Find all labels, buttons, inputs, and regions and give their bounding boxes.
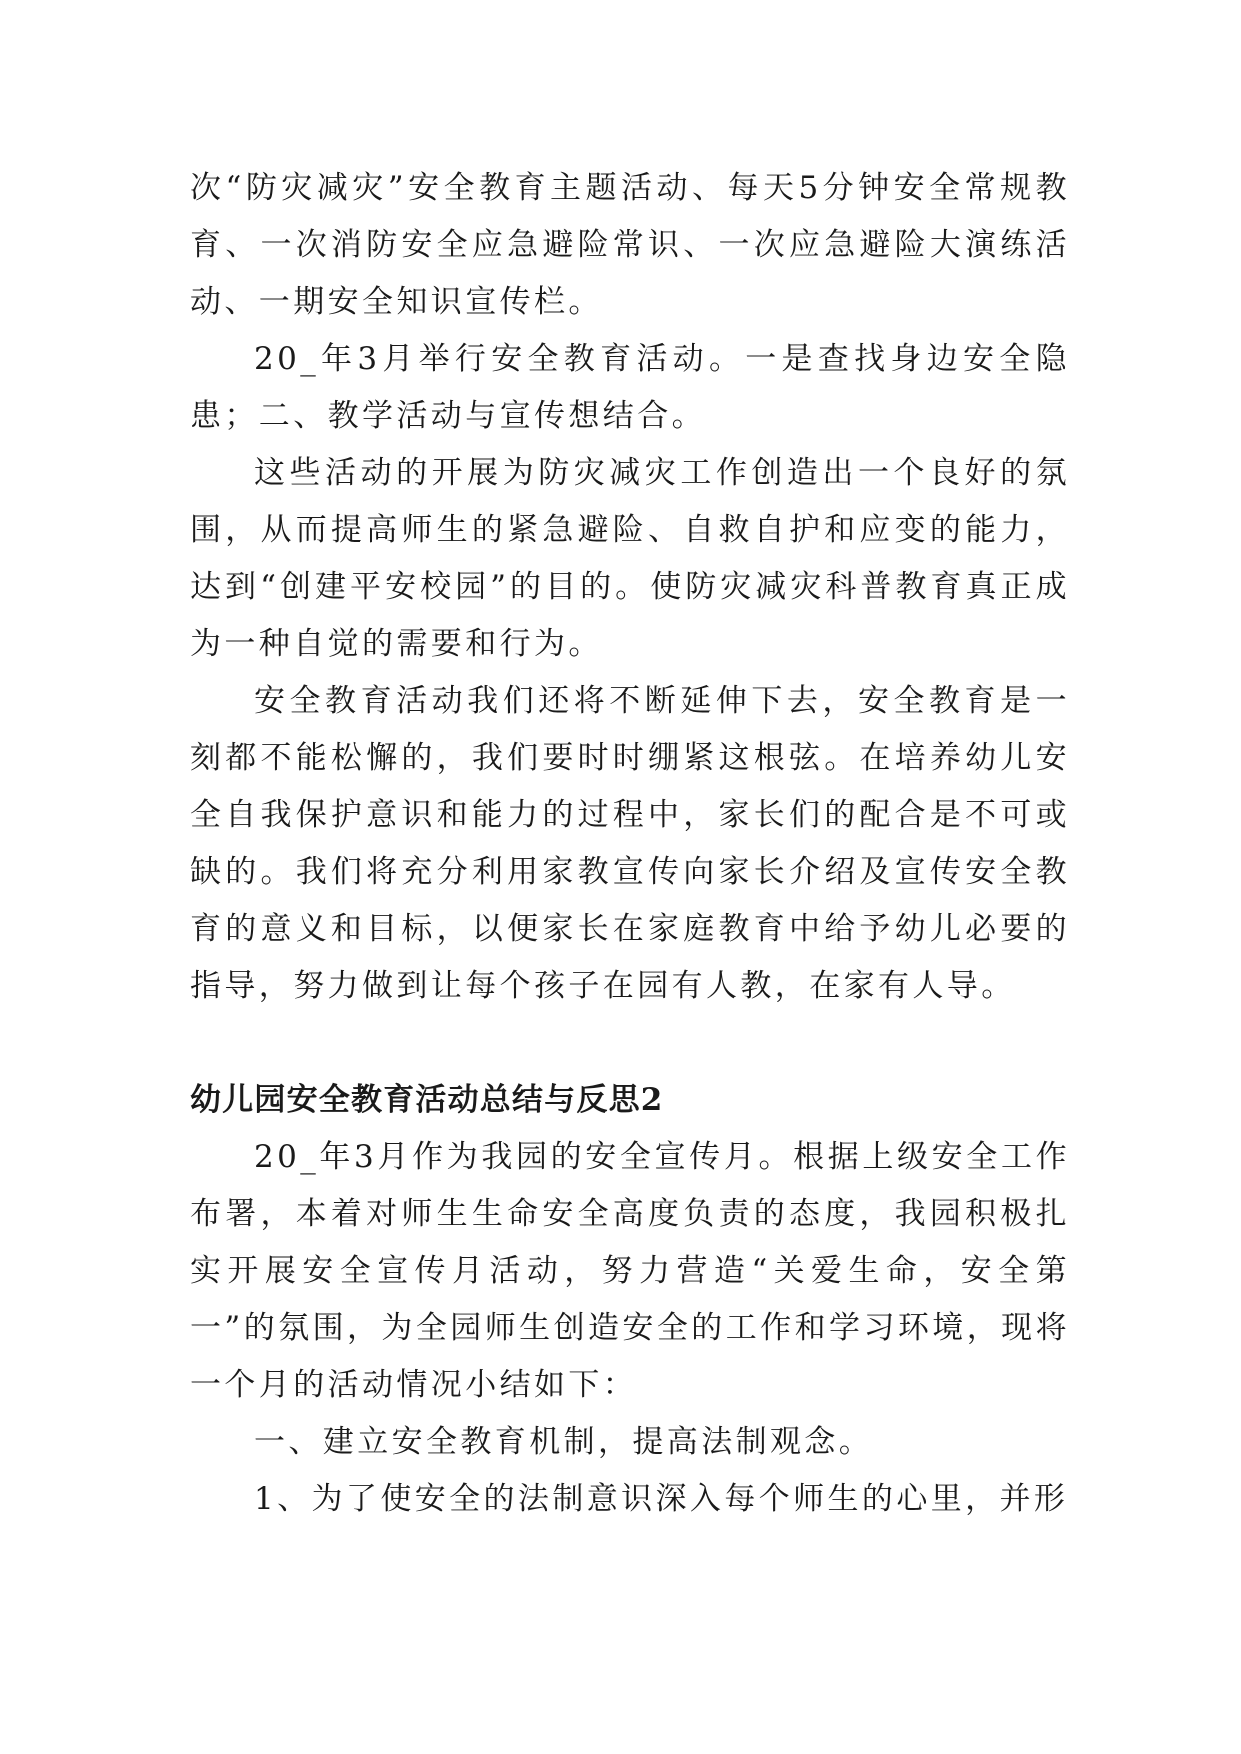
paragraph: 20_年3月作为我园的安全宣传月。根据上级安全工作布署，本着对师生生命安全高度负责的态度，我园积极扎实开展安全宣传月活动，努力营造“关爱生命，安全第一”的氛围，为全园师生创造安全的工作和学习环境，现将一个月的活动情况小结如下： [190,1139,1070,1403]
paragraph: 1、为了使安全的法制意识深入每个师生的心里，并形 [254,1481,1069,1517]
paragraph: 安全教育活动我们还将不断延伸下去，安全教育是一刻都不能松懈的，我们要时时绷紧这根弦。在培养幼儿安全自我保护意识和能力的过程中，家长们的配合是不可或缺的。我们将充分利用家教宣传向家长介绍及宣传安全教育的意义和目标，以便家长在家庭教育中给予幼儿必要的指导，努力做到让每个孩子在园有人教，在家有人导。 [190,683,1070,1004]
paragraph: 20_年3月举行安全教育活动。一是查找身边安全隐患；二、教学活动与宣传想结合。 [190,341,1070,434]
document-body [190,160,1070,1528]
section-title: 幼儿园安全教育活动总结与反思2 [190,1082,664,1118]
paragraph: 这些活动的开展为防灾减灾工作创造出一个良好的氛围，从而提高师生的紧急避险、自救自护和应变的能力，达到“创建平安校园”的目的。使防灾减灾科普教育真正成为一种自觉的需要和行为。 [190,455,1070,662]
paragraph: 次“防灾减灾”安全教育主题活动、每天5分钟安全常规教育、一次消防安全应急避险常识、一次应急避险大演练活动、一期安全知识宣传栏。 [190,170,1070,320]
paragraph: 一、建立安全教育机制，提高法制观念。 [254,1424,874,1460]
